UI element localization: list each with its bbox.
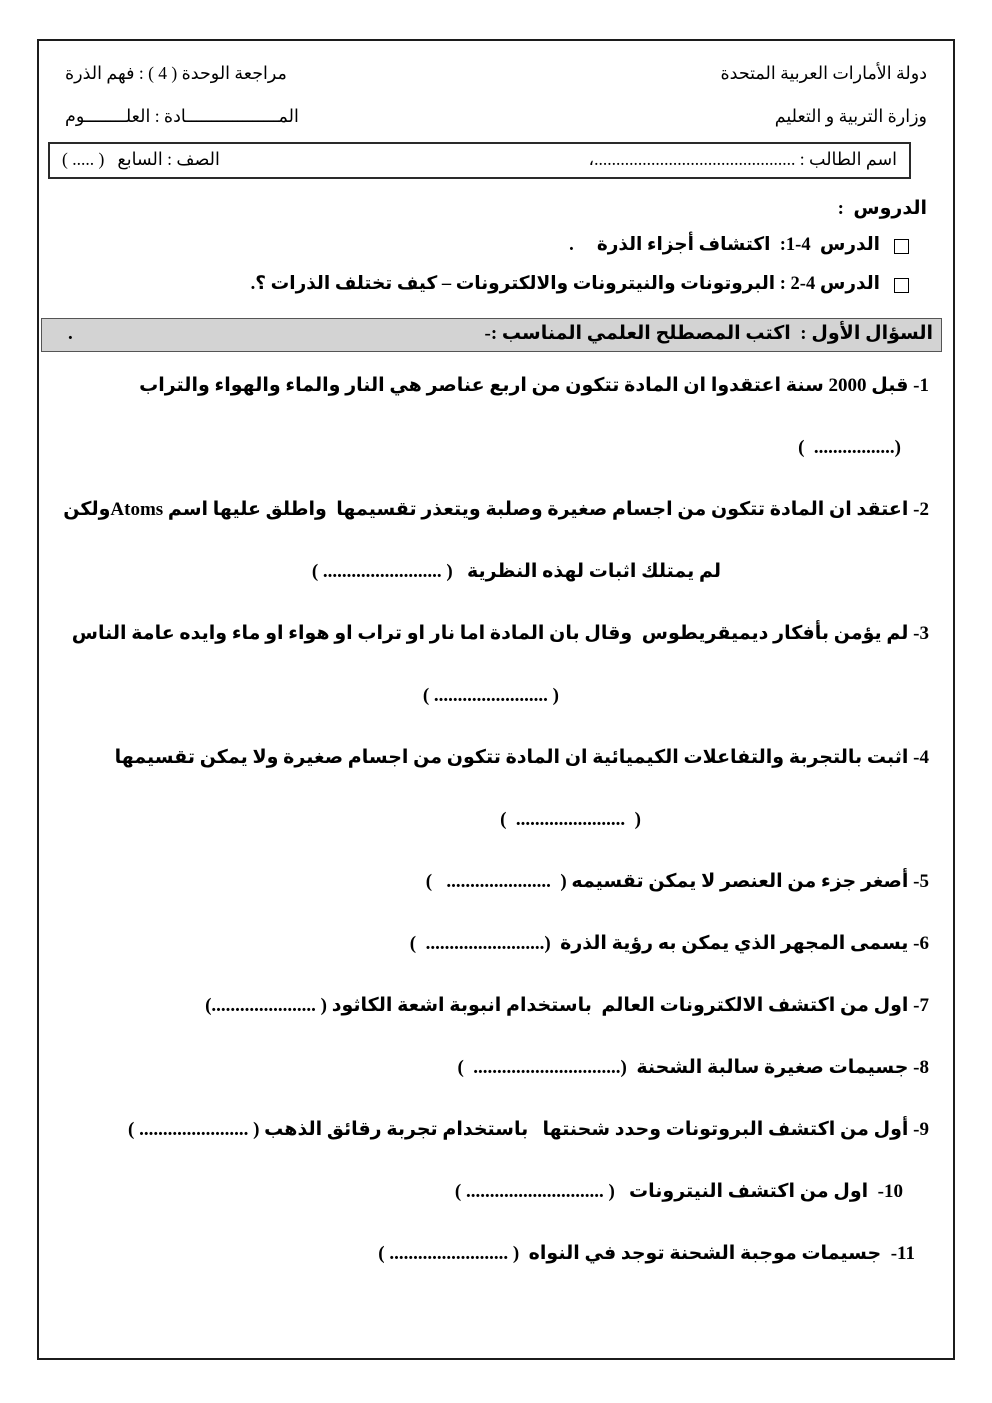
page-header [63,57,929,127]
question-2-answer-blank: لم يمتلك اثبات لهذه النظرية ( ......................... ) [311,561,721,582]
question-10-text: 10- اول من اكتشف النيترونات ( ............................. ) [454,1181,903,1202]
section-title-bar [41,318,942,352]
question-1-answer-blank: (................. ) [798,437,901,458]
lessons-heading: الدروس : [837,198,927,219]
lesson-item-label: الدرس 4-1: اكتشاف أجزاء الذرة . [569,235,880,255]
section-end-dot: . [68,322,73,344]
question-8-text: 8- جسيمات صغيرة سالبة الشحنة (............................... ) [457,1057,929,1078]
lesson-item-label: الدرس 4-2 : البروتونات والنيترونات والالكترونات – كيف تختلف الذرات ؟. [250,274,880,294]
lesson-item-1 [63,231,929,259]
checkbox-icon [894,278,909,293]
header-left-column [65,63,299,127]
question-4-text: 4- اثبت بالتجربة والتفاعلات الكيميائية ان المادة تتكون من اجسام صغيرة ولا يمكن تقسيمها [114,747,929,768]
question-7-text: 7- اول من اكتشف الالكترونات العالم باستخدام انبوبة اشعة الكاثود ( ......................) [205,995,929,1016]
header-right-column [721,63,928,127]
questions-list [63,371,929,1269]
student-name-blank: اسم الطالب : ..............................................، [588,149,897,169]
ministry-name: وزارة التربية و التعليم [774,106,927,126]
student-info-box [48,142,911,179]
country-name: دولة الأمارات العربية المتحدة [720,63,927,83]
checkbox-icon [894,239,909,254]
question-2-text: 2- اعتقد ان المادة تتكون من اجسام صغيرة وصلبة ويتعذر تقسيمها واطلق عليها اسم Atomsولكن [63,499,929,520]
question-1-text: 1- قبل 2000 سنة اعتقدوا ان المادة تتكون من اربع عناصر هي النار والماء والهواء والتراب [139,375,929,396]
question-11-text: 11- جسيمات موجبة الشحنة توجد في النواه ( ......................... ) [378,1243,915,1264]
question-4-answer-blank: ( ....................... ) [500,809,641,830]
question-5-text: 5- أصغر جزء من العنصر لا يمكن تقسيمه ( ...................... ) [425,871,929,892]
question-9-text: 9- أول من اكتشف البروتونات وحدد شحنتها باستخدام تجربة رقائق الذهب ( ....................... ) [128,1119,929,1140]
grade-label: الصف : السابع ( ..... ) [62,149,220,169]
section-title: السؤال الأول : اكتب المصطلح العلمي المناسب :- [484,323,933,344]
subject-line: المــــــــــــــــــادة : العلــــــــوم [65,106,299,126]
question-3-text: 3- لم يؤمن بأفكار ديميقريطوس وقال بان المادة اما نار او تراب او هواء او ماء وايده عامة الناس [71,623,929,644]
unit-review-title: مراجعة الوحدة ( 4 ) : فهم الذرة [65,63,287,83]
lesson-item-2 [63,270,929,298]
worksheet-page [37,39,955,1360]
question-6-text: 6- يسمى المجهر الذي يمكن به رؤية الذرة (......................... ) [409,933,929,954]
question-3-answer-blank: ( ........................ ) [422,685,559,706]
